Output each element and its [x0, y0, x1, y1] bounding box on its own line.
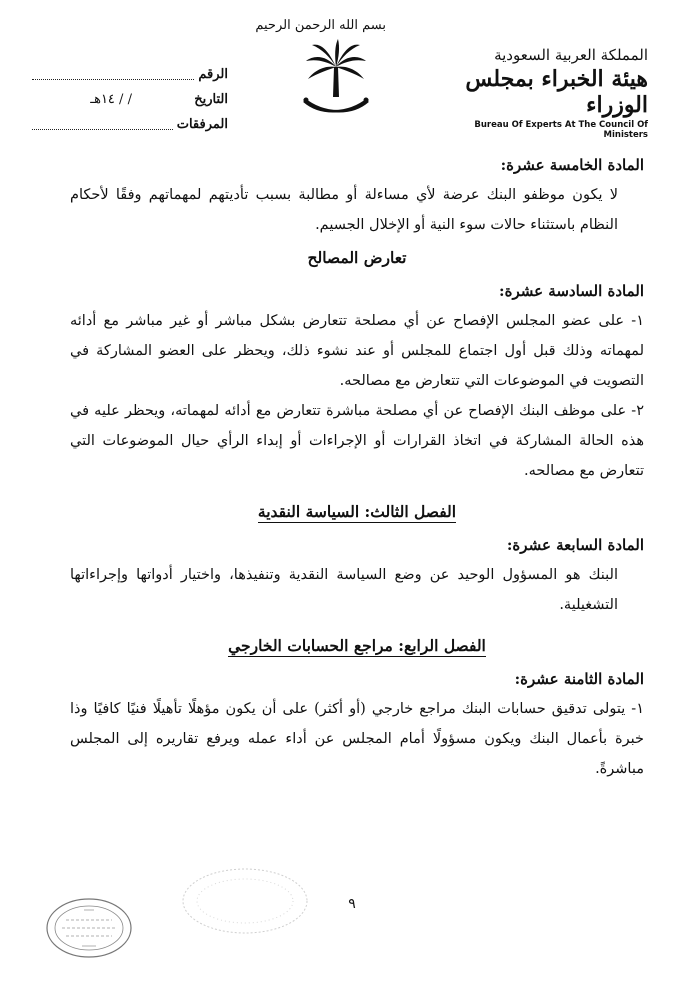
article-17-text: البنك هو المسؤول الوحيد عن وضع السياسة النقدية وتنفيذها، واختيار أدواتها وإجراءاتها التشغيلية. — [70, 567, 618, 613]
header-emblem-block — [255, 18, 386, 123]
date-field — [28, 87, 228, 112]
page-number: ٩ — [348, 896, 356, 912]
article-16-item-2: ٢- على موظف البنك الإفصاح عن أي مصلحة مباشرة تتعارض مع أدائه لمهماته، ويحظر عليه في هذه الحالة المشاركة في اتخاذ القرارات أو الإجراءات أو إبداء الرأي حيال الموضوعات التي تتعارض مع مصالحه. — [70, 403, 644, 479]
document-body — [70, 150, 644, 784]
kingdom-name: المملكة العربية السعودية — [494, 46, 648, 64]
header-organization — [448, 46, 648, 140]
attachments-label: المرفقات — [176, 117, 228, 132]
attachments-field — [28, 112, 228, 137]
chapter-3-heading-text: الفصل الثالث: السياسة النقدية — [257, 502, 457, 521]
conflict-of-interest-heading: تعارض المصالح — [307, 248, 407, 267]
date-label: التاريخ — [194, 92, 228, 107]
saudi-emblem-palm-swords-icon — [286, 37, 386, 123]
number-line — [32, 69, 194, 80]
chapter-4-heading — [70, 628, 644, 664]
article-15-text: لا يكون موظفو البنك عرضة لأي مساءلة أو مطالبة بسبب تأديتهم لمهماتهم وفقًا لأحكام النظام باستثناء حالات سوء النية أو الإخلال الجسيم. — [70, 187, 618, 233]
article-17-title: المادة السابعة عشرة: — [506, 536, 644, 554]
article-16-title: المادة السادسة عشرة: — [499, 282, 644, 300]
basmala: بسم الله الرحمن الرحيم — [255, 18, 386, 33]
bureau-name-english: Bureau Of Experts At The Council Of Ministers — [474, 120, 648, 140]
date-value: / / ١٤هـ — [90, 92, 132, 107]
official-seal-stamp-icon — [44, 896, 134, 964]
number-field — [28, 62, 228, 87]
article-18-title: المادة الثامنة عشرة: — [514, 670, 644, 688]
bureau-name-arabic: هيئة الخبراء بمجلس الوزراء — [465, 66, 648, 118]
number-label: الرقم — [198, 67, 228, 82]
chapter-4-heading-text: الفصل الرابع: مراجع الحسابات الخارجي — [228, 636, 486, 655]
article-18-item-1: ١- يتولى تدقيق حسابات البنك مراجع خارجي (أو أكثر) على أن يكون مؤهلًا تأهيلًا فنيًا كافيًا وذا خبرة بأعمال البنك ويكون مسؤولًا أمام المجلس عن أداء عمله ويرفع تقاريره إلى المجلس مباشرةً. — [70, 701, 644, 777]
article-16-item-1: ١- على عضو المجلس الإفصاح عن أي مصلحة تتعارض بشكل مباشر أو غير مباشر مع أدائه لمهماته وذلك قبل أول اجتماع للمجلس أو عند نشوء ذلك، ويحظر على العضو المشاركة في التصويت في الموضوعات التي تتعارض مع مصالحه. — [70, 313, 644, 389]
chapter-3-heading — [70, 494, 644, 530]
attachments-line — [32, 119, 173, 130]
faint-embossed-stamp-icon — [180, 866, 310, 940]
header-meta-fields — [28, 62, 228, 137]
article-15-title: المادة الخامسة عشرة: — [500, 156, 644, 174]
